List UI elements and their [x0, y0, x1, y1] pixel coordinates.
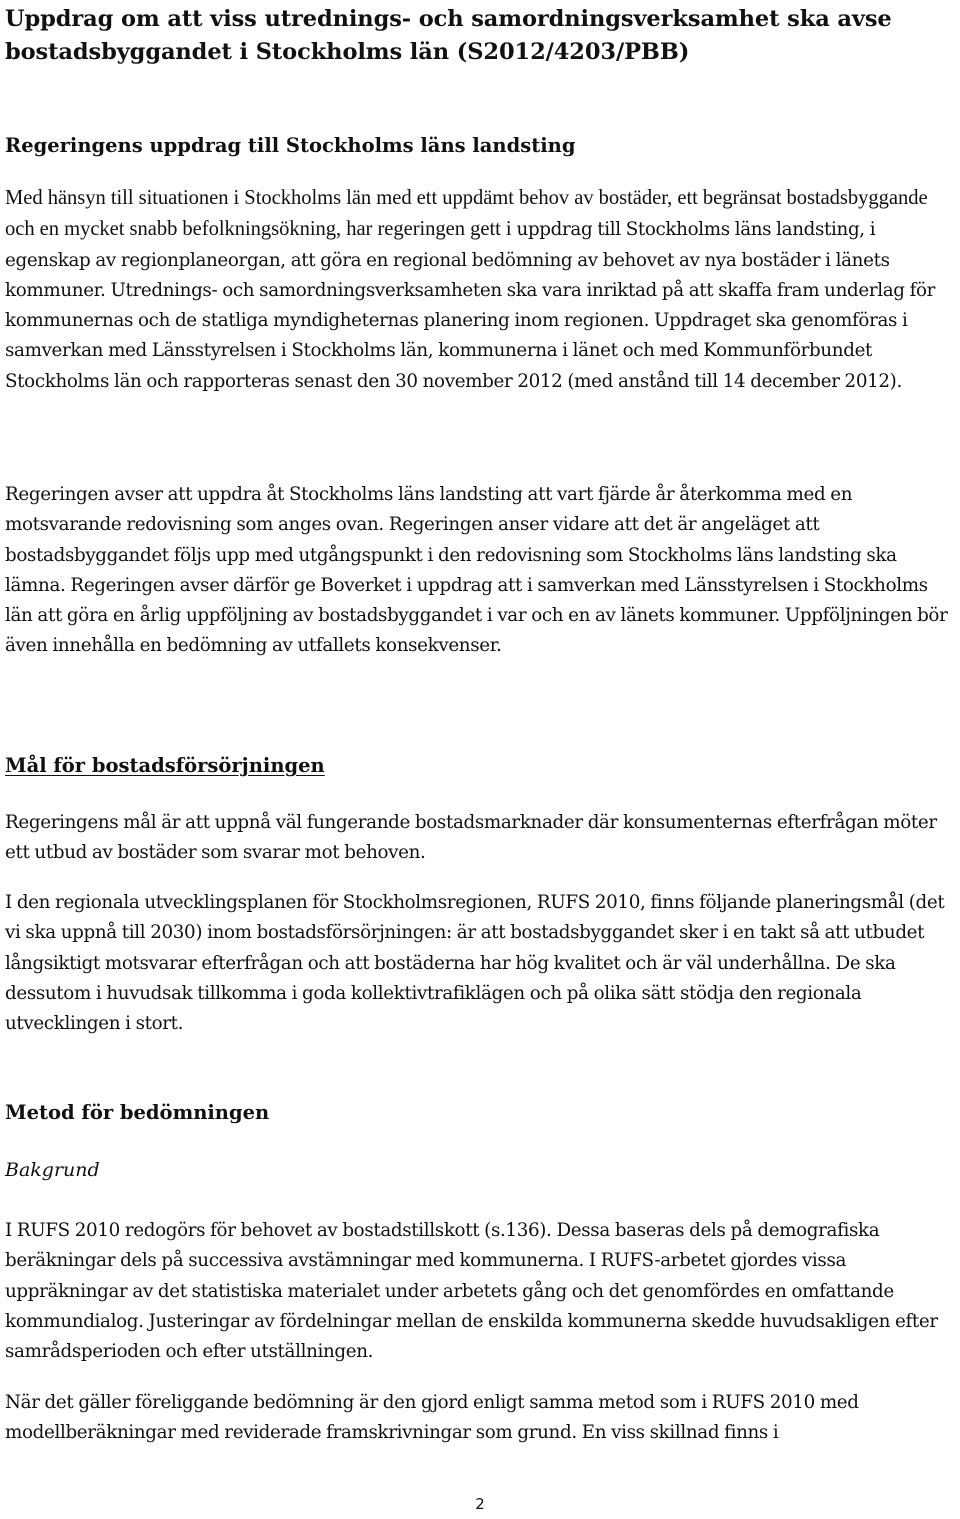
paragraph-bakgrund-1: I RUFS 2010 redogörs för behovet av bostadstillskott (s.136). Dessa baseras dels på demografiska beräkningar dels på successiva avstämningar med kommunerna. I RUFS-arbetet gjordes vissa uppräkningar av det statistiska materialet under arbetets gång och det genomfördes en omfattande kommundialog. Justeringar av fördelningar mellan de enskilda kommunerna skedde huvudsakligen efter samrådsperioden och efter utställningen. [5, 1220, 938, 1363]
paragraph-intro-part3: Uppdraget ska genomföras i samverkan med Länsstyrelsen i Stockholms län, kommunerna i länet och med Kommunförbundet Stockholms län och rapporteras senast den 30 november 2012 (med anstånd till 14 december 2012). [5, 310, 908, 392]
document-title: Uppdrag om att viss utrednings- och samordningsverksamhet ska avse bostadsbyggandet i Stockholms län (S2012/4203/PBB) [5, 6, 892, 65]
paragraph-bakgrund-2: När det gäller föreliggande bedömning är den gjord enligt samma metod som i RUFS 2010 med modellberäkningar med reviderade framskrivningar som grund. En viss skillnad finns i [5, 1392, 859, 1444]
paragraph-mal-2: I den regionala utvecklingsplanen för Stockholmsregionen, RUFS 2010, finns följande planeringsmål (det vi ska uppnå till 2030) inom bostadsförsörjningen: är att bostadsbyggandet sker i en takt så att utbudet långsiktigt motsvarar efterfrågan och att bostäderna har hög kvalitet och är väl underhållna. De ska dessutom i huvudsak tillkomma i goda kollektivtrafiklägen och på olika sätt stödja den regionala utvecklingen i stort. [5, 892, 945, 1035]
page-number: 2 [475, 1495, 485, 1513]
subheading-bakgrund: Bakgrund [5, 1159, 100, 1181]
paragraph-intro [5, 183, 959, 397]
section-heading-regeringens-uppdrag: Regeringens uppdrag till Stockholms läns landsting [5, 134, 576, 157]
paragraph-regeringen-avser: Regeringen avser att uppdra åt Stockholms läns landsting att vart fjärde år återkomma med en motsvarande redovisning som anges ovan. Regeringen anser vidare att det är angeläget att bostadsbyggandet följs upp med utgångspunkt i den redovisning som Stockholms läns landsting ska lämna. Regeringen avser därför ge Boverket i uppdrag att i samverkan med Länsstyrelsen i Stockholms län att göra en årlig uppföljning av bostadsbyggandet i var och en av länets kommuner. Uppföljningen bör även innehålla en bedömning av utfallets konsekvenser. [5, 484, 948, 657]
paragraph-mal-1: Regeringens mål är att uppnå väl fungerande bostadsmarknader där konsumenternas efterfrågan möter ett utbud av bostäder som svarar mot behoven. [5, 812, 937, 864]
document-page [5, 0, 957, 1444]
paragraph-intro-part1: Med hänsyn till situationen i Stockholms län med ett uppdämt behov av bostäder, ett begränsat bostadsbyggande och en mycket snabb befolkningsökning, har regeringen gett i [5, 187, 928, 241]
paragraph-intro-part2: uppdrag till Stockholms läns landsting, i egenskap av regionplaneorgan, att göra en regional bedömning av behovet av nya bostäder i länets kommuner. Utrednings- och samordningsverksamheten ska vara inriktad på att skaffa fram underlag för kommunernas och de statliga myndigheternas planering inom regionen. [5, 219, 936, 332]
section-heading-mal: Mål för bostadsförsörjningen [5, 754, 325, 777]
section-heading-metod: Metod för bedömningen [5, 1101, 270, 1124]
